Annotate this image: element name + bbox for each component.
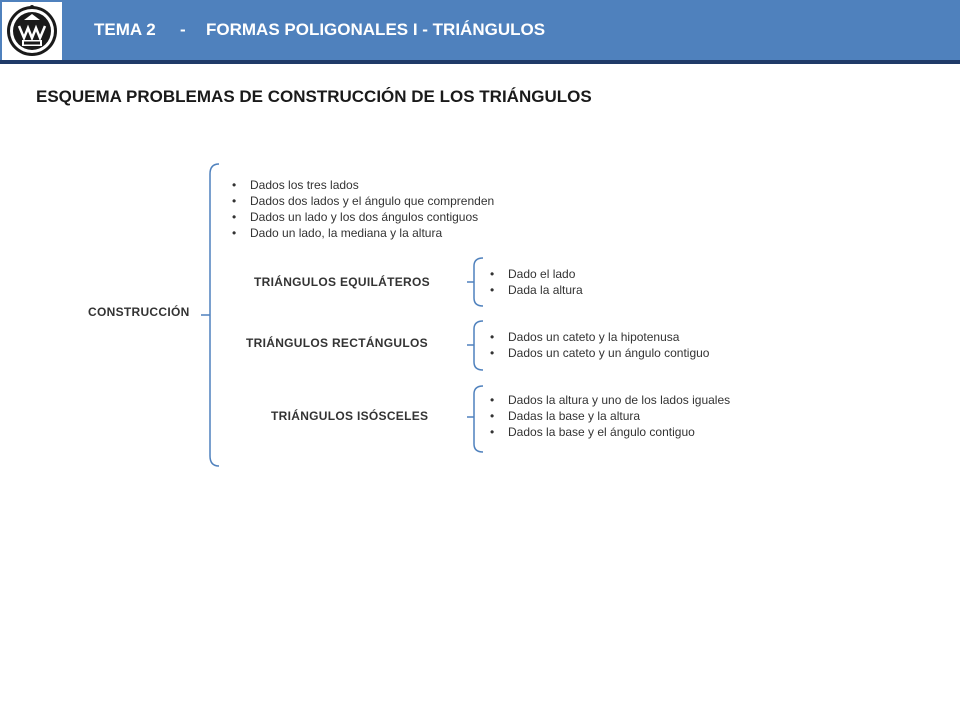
equilateros-items-list bbox=[488, 266, 583, 298]
list-item: • Dados un cateto y la hipotenusa bbox=[488, 329, 709, 345]
page-title: FORMAS POLIGONALES I - TRIÁNGULOS bbox=[206, 20, 546, 39]
construccion-label: CONSTRUCCIÓN bbox=[88, 305, 190, 319]
title-separator: - bbox=[180, 20, 186, 39]
isosceles-bracket bbox=[474, 386, 483, 452]
list-item: • Dados la altura y uno de los lados iguales bbox=[488, 392, 730, 408]
list-item: • Dados un cateto y un ángulo contiguo bbox=[488, 345, 709, 361]
list-item: • Dados la base y el ángulo contiguo bbox=[488, 424, 730, 440]
list-item: • Dados un lado y los dos ángulos contiguos bbox=[230, 209, 494, 225]
main-bracket bbox=[210, 164, 219, 466]
isosceles-items-list bbox=[488, 392, 730, 440]
rectangulos-label: TRIÁNGULOS RECTÁNGULOS bbox=[246, 336, 428, 350]
tema-number: TEMA 2 bbox=[94, 20, 156, 39]
list-item: • Dadas la base y la altura bbox=[488, 408, 730, 424]
rectangulos-items-list bbox=[488, 329, 709, 361]
list-item: • Dado un lado, la mediana y la altura bbox=[230, 225, 494, 241]
list-item: • Dada la altura bbox=[488, 282, 583, 298]
section-subtitle: ESQUEMA PROBLEMAS DE CONSTRUCCIÓN DE LOS TRIÁNGULOS bbox=[36, 87, 592, 106]
general-items-list bbox=[230, 177, 494, 241]
rectangulos-bracket bbox=[474, 321, 483, 370]
isosceles-label: TRIÁNGULOS ISÓSCELES bbox=[271, 409, 429, 423]
list-item: • Dados dos lados y el ángulo que comprenden bbox=[230, 193, 494, 209]
list-item: • Dado el lado bbox=[488, 266, 583, 282]
equilateros-bracket bbox=[474, 258, 483, 306]
equilateros-label: TRIÁNGULOS EQUILÁTEROS bbox=[254, 275, 430, 289]
list-item: • Dados los tres lados bbox=[230, 177, 494, 193]
